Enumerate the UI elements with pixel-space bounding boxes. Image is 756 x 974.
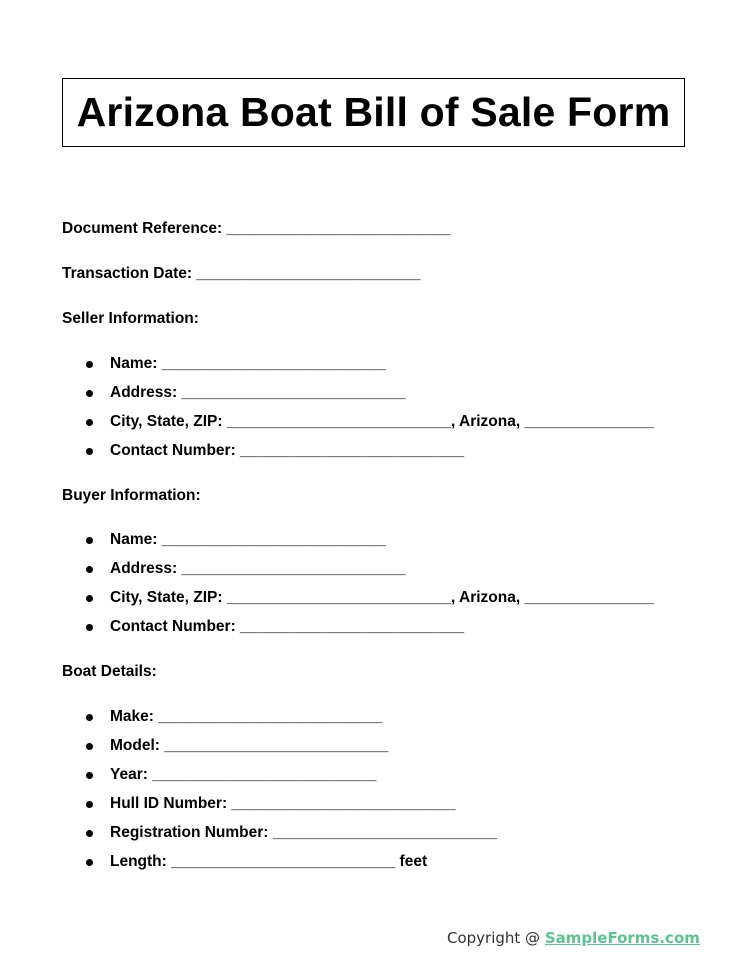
buyer-city-state-zip-field[interactable]: City, State, ZIP: __________________________, Arizona, _______________ bbox=[86, 589, 654, 607]
bullet-icon bbox=[86, 537, 93, 544]
document-reference-field[interactable]: Document Reference: __________________________ bbox=[62, 220, 451, 237]
boat-hull-id-field[interactable]: Hull ID Number: __________________________ bbox=[86, 795, 456, 813]
bullet-icon bbox=[86, 743, 93, 750]
boat-heading: Boat Details: bbox=[62, 663, 157, 680]
bullet-icon bbox=[86, 595, 93, 602]
copyright-footer bbox=[447, 929, 700, 947]
buyer-heading: Buyer Information: bbox=[62, 487, 201, 504]
seller-address-field[interactable]: Address: __________________________ bbox=[86, 384, 406, 402]
bullet-icon bbox=[86, 419, 93, 426]
bullet-icon bbox=[86, 772, 93, 779]
bullet-icon bbox=[86, 390, 93, 397]
transaction-date-field[interactable]: Transaction Date: __________________________ bbox=[62, 265, 421, 282]
bullet-icon bbox=[86, 566, 93, 573]
seller-name-field[interactable]: Name: __________________________ bbox=[86, 355, 386, 373]
bullet-icon bbox=[86, 830, 93, 837]
copyright-text: Copyright @ bbox=[447, 929, 545, 947]
seller-city-state-zip-field[interactable]: City, State, ZIP: __________________________, Arizona, _______________ bbox=[86, 413, 654, 431]
boat-year-field[interactable]: Year: __________________________ bbox=[86, 766, 376, 784]
buyer-contact-field[interactable]: Contact Number: __________________________ bbox=[86, 618, 464, 636]
boat-model-field[interactable]: Model: __________________________ bbox=[86, 737, 388, 755]
buyer-address-field[interactable]: Address: __________________________ bbox=[86, 560, 406, 578]
seller-heading: Seller Information: bbox=[62, 310, 199, 327]
boat-length-field[interactable]: Length: __________________________ feet bbox=[86, 853, 427, 871]
bullet-icon bbox=[86, 448, 93, 455]
seller-contact-field[interactable]: Contact Number: __________________________ bbox=[86, 442, 464, 460]
buyer-name-field[interactable]: Name: __________________________ bbox=[86, 531, 386, 549]
bullet-icon bbox=[86, 714, 93, 721]
bullet-icon bbox=[86, 624, 93, 631]
title-box bbox=[62, 78, 685, 147]
bullet-icon bbox=[86, 361, 93, 368]
boat-make-field[interactable]: Make: __________________________ bbox=[86, 708, 382, 726]
boat-registration-field[interactable]: Registration Number: __________________________ bbox=[86, 824, 497, 842]
page-title: Arizona Boat Bill of Sale Form bbox=[76, 89, 671, 135]
bullet-icon bbox=[86, 801, 93, 808]
brand-link[interactable]: SampleForms.com bbox=[544, 929, 700, 947]
bullet-icon bbox=[86, 859, 93, 866]
